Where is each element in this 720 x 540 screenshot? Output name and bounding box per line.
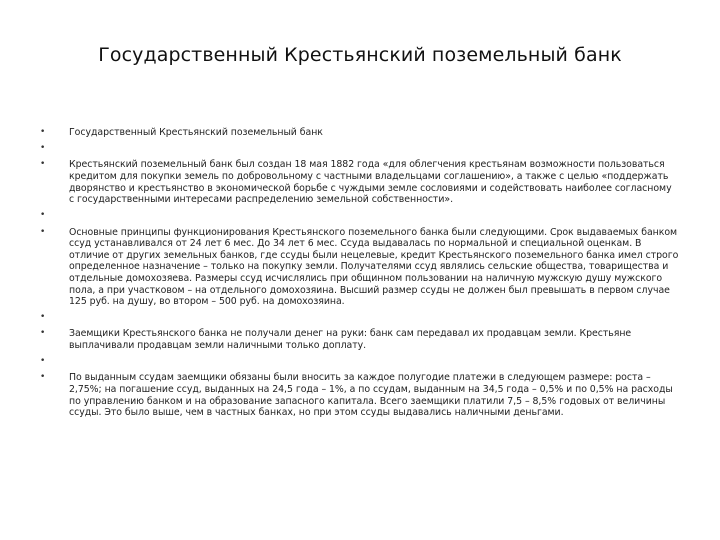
- bullet-dot-icon: •: [40, 226, 46, 237]
- bullet-item: [0, 312, 720, 324]
- bullet-item: [0, 159, 720, 205]
- bullet-text: Заемщики Крестьянского банка не получали денег на руки: банк сам передавал их продавцам земли. Крестьяне выплачивали продавцам земли наличными только доплату.: [69, 328, 632, 352]
- bullet-dot-icon: •: [40, 328, 46, 339]
- bullet-text: Государственный Крестьянский поземельный банк: [69, 127, 323, 138]
- bullet-dot-icon: •: [40, 312, 46, 323]
- bullet-dot-icon: •: [40, 127, 46, 137]
- bullet-item: [0, 227, 720, 308]
- bullet-item: [0, 143, 720, 155]
- bullet-item: [0, 328, 720, 351]
- bullet-item: [0, 356, 720, 368]
- bullet-dot-icon: •: [40, 372, 46, 383]
- bullet-text: По выданным ссудам заемщики обязаны были вносить за каждое полугодие платежи в следующем размере: роста – 2,75%; на погашение ссуд, выданных на 24,5 года – 1%, а по ссудам, выданным на 34,5 года – 0,5% и по 0,5% на расходы по управлению банком и на образование запасного капитала. Всего заемщики платили 7,5 – 8,5% годовых от величины ссуды. Это было выше, чем в частных банках, но при этом ссуды выдавались наличными деньгами.: [69, 372, 673, 419]
- bullet-dot-icon: •: [40, 159, 46, 170]
- bullet-item: [0, 372, 720, 418]
- bullet-dot-icon: •: [40, 143, 46, 154]
- bullet-dot-icon: •: [40, 356, 46, 367]
- bullet-list: [0, 127, 720, 423]
- slide-title: Государственный Крестьянский поземельный банк: [98, 44, 622, 66]
- bullet-text: Крестьянский поземельный банк был создан 18 мая 1882 года «для облегчения крестьянам возможности пользоваться кредитом для покупки земель по добровольному с частными владельцами соглашению», а также с целью «поддержать дворянство и крестьянство в экономической борьбе с чуждыми земле сословиями и содействовать наиболее согласному с государственными интересами распределению земельной собственности».: [69, 159, 672, 206]
- bullet-item: [0, 210, 720, 222]
- bullet-dot-icon: •: [40, 210, 46, 221]
- bullet-text: Основные принципы функционирования Крестьянского поземельного банка были следующими. Срок выдаваемых банком ссуд устанавливался от 24 лет 6 мес. До 34 лет 6 мес. Ссуда выдавалась по нормальной и специальной оценкам. В отличие от других земельных банков, где ссуды были нецелевые, кредит Крестьянского поземельного банка имел строго определенное назначение – только на покупку земли. Получателями ссуд являлись сельские общества, товарищества и отдельные домохозяева. Размеры ссуд исчислялись при общинном пользовании на наличную мужскую душу мужского пола, а при участковом – на отдельного домохозяина. Высший размер ссуды не должен был превышать в первом случае 125 руб. на душу, во втором – 500 руб. на домохозяина.: [69, 226, 679, 308]
- bullet-item: [0, 127, 720, 139]
